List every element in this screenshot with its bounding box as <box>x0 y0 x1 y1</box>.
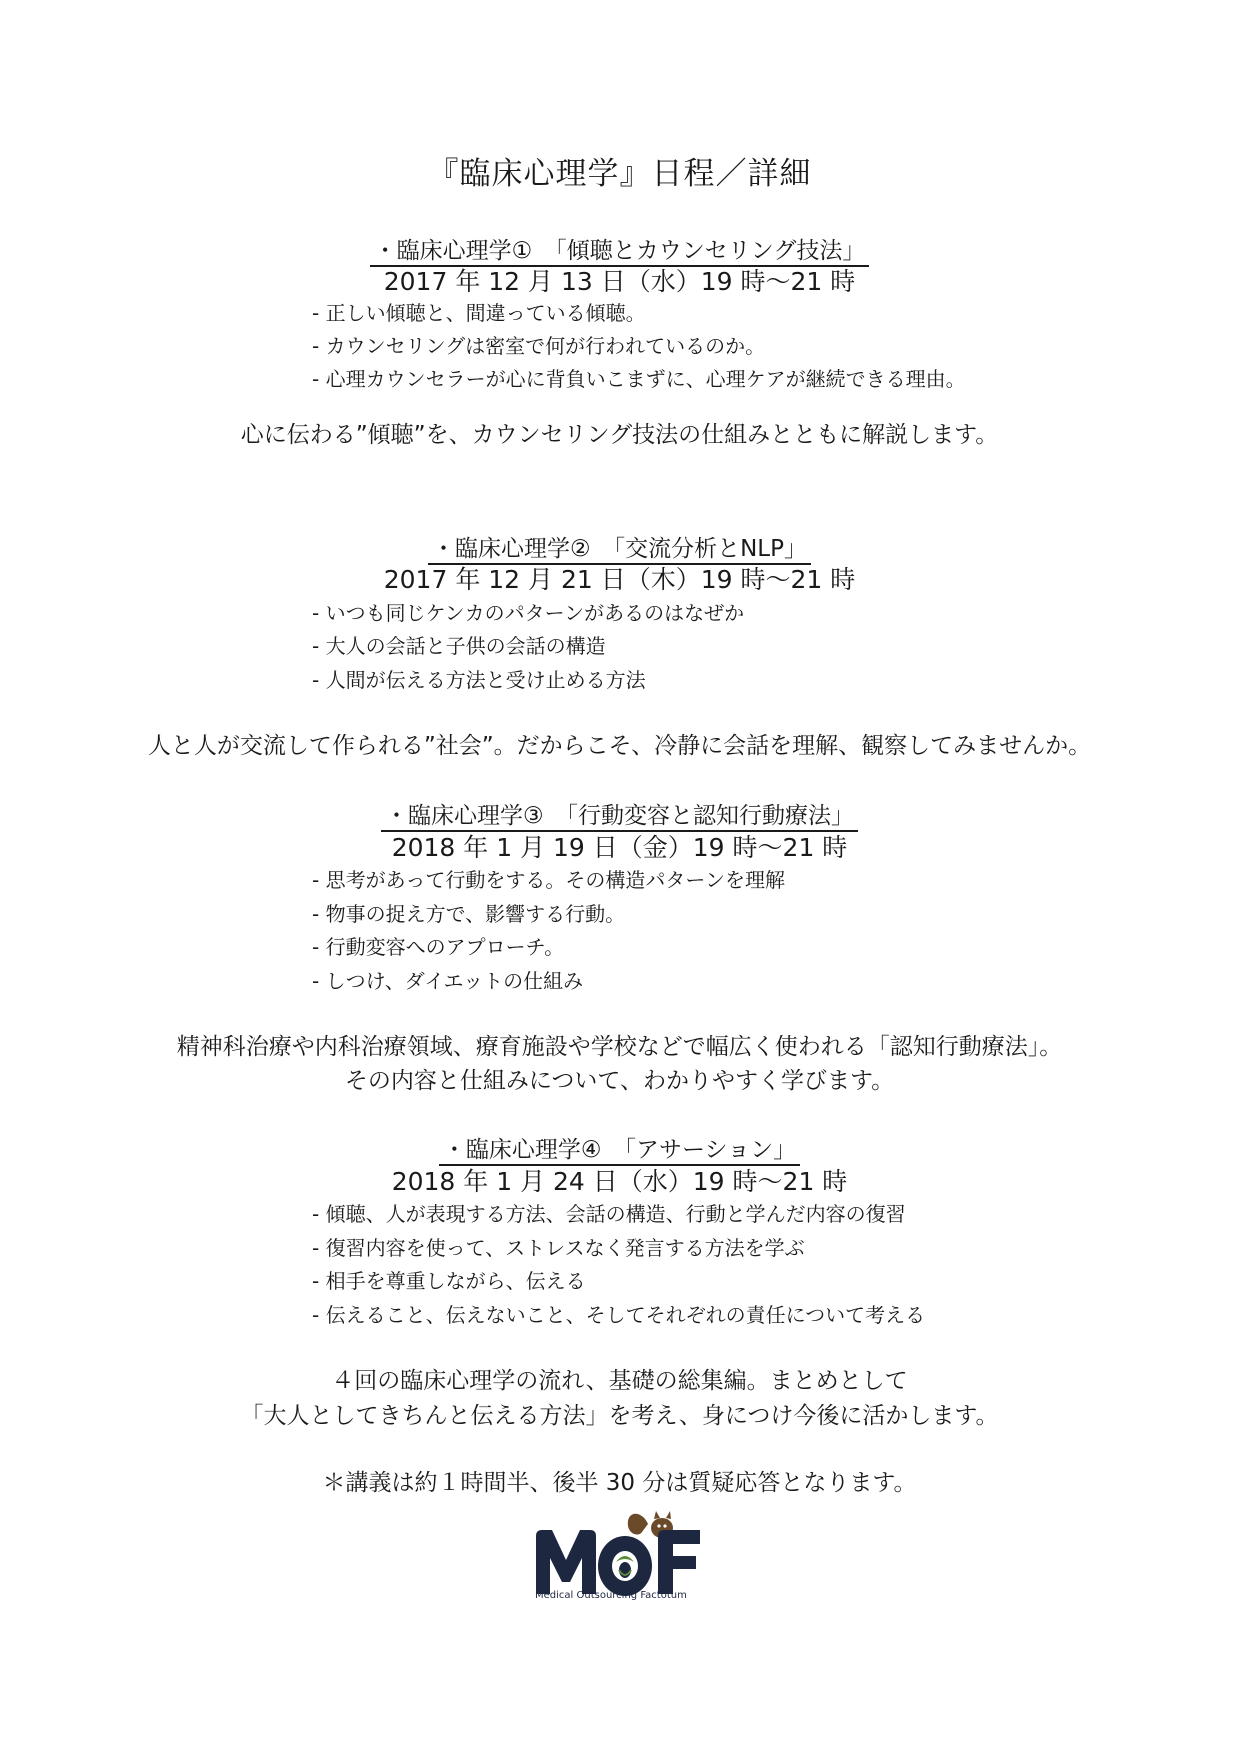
page-title: 『臨床心理学』日程／詳細 <box>427 156 812 192</box>
session-1-summary: 心に伝わる”傾聴”を、カウンセリング技法の仕組みとともに解説します。 <box>240 422 999 448</box>
session-4-date: 2018 年 1 月 24 日（水）19 時～21 時 <box>391 1167 848 1196</box>
session-3-bullet: - 行動変容へのアプローチ。 <box>312 935 565 959</box>
session-4-bullet: - 傾聴、人が表現する方法、会話の構造、行動と学んだ内容の復習 <box>312 1202 906 1226</box>
session-1-heading: ・臨床心理学① 「傾聴とカウンセリング技法」 <box>0 232 1239 265</box>
session-3-heading: ・臨床心理学③ 「行動変容と認知行動療法」 <box>0 797 1239 830</box>
session-2-heading: ・臨床心理学② 「交流分析とNLP」 <box>0 530 1239 563</box>
session-1-date: 2017 年 12 月 13 日（水）19 時～21 時 <box>383 267 856 296</box>
session-4-bullet: - 伝えること、伝えないこと、そしてそれぞれの責任について考える <box>312 1303 926 1327</box>
session-2-bullet: - 大人の会話と子供の会話の構造 <box>312 634 606 658</box>
logo-tagline: Medical Outsourcing Factotum <box>535 1590 687 1601</box>
session-2-date: 2017 年 12 月 21 日（木）19 時～21 時 <box>383 565 856 594</box>
lecture-note: ＊講義は約１時間半、後半 30 分は質疑応答となります。 <box>322 1470 917 1496</box>
session-3-summary: 精神科治療や内科治療領域、療育施設や学校などで幅広く使われる「認知行動療法」。 <box>176 1034 1063 1060</box>
session-4-summary: ４回の臨床心理学の流れ、基礎の総集編。まとめとして <box>331 1368 908 1394</box>
session-2-summary: 人と人が交流して作られる”社会”。だからこそ、冷静に会話を理解、観察してみませんか。 <box>147 733 1092 759</box>
session-2-bullet: - いつも同じケンカのパターンがあるのはなぜか <box>312 601 745 625</box>
session-4-heading: ・臨床心理学④ 「アサーション」 <box>0 1131 1239 1164</box>
session-4-bullet: - 相手を尊重しながら、伝える <box>312 1269 586 1293</box>
session-4-bullet: - 復習内容を使って、ストレスなく発言する方法を学ぶ <box>312 1236 805 1260</box>
session-3-bullet: - 物事の捉え方で、影響する行動。 <box>312 902 626 926</box>
session-3-date: 2018 年 1 月 19 日（金）19 時～21 時 <box>391 833 848 862</box>
session-1-bullet: - 心理カウンセラーが心に背負いこまずに、心理ケアが継続できる理由。 <box>312 367 966 391</box>
session-3-bullet: - 思考があって行動をする。その構造パターンを理解 <box>312 868 785 892</box>
session-1-bullet: - カウンセリングは密室で何が行われているのか。 <box>312 334 766 358</box>
session-2-bullet: - 人間が伝える方法と受け止める方法 <box>312 668 646 692</box>
session-3-bullet: - しつけ、ダイエットの仕組み <box>312 969 584 993</box>
session-3-summary: その内容と仕組みについて、わかりやすく学びます。 <box>344 1068 895 1094</box>
session-4-summary: 「大人としてきちんと伝える方法」を考え、身につけ今後に活かします。 <box>240 1403 999 1429</box>
session-1-bullet: - 正しい傾聴と、間違っている傾聴。 <box>312 301 646 325</box>
